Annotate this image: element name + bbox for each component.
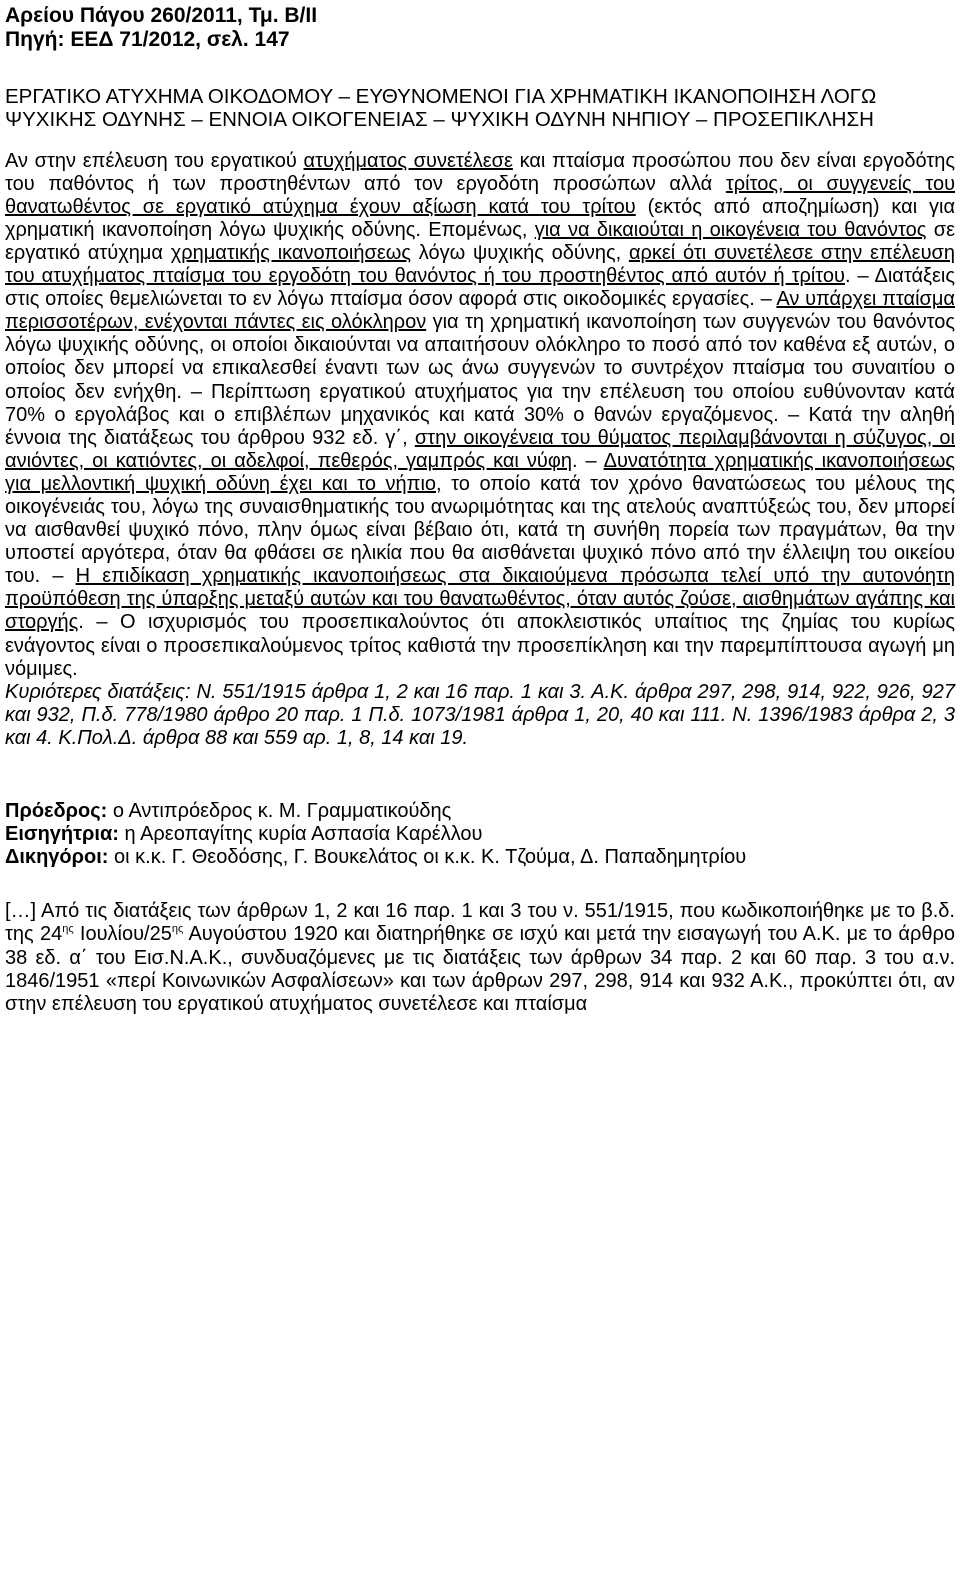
summary-text: (εκτός από αποζημίωση) και για χρηματική ικανοποίηση λόγω ψυχικής οδύνης. Επομένως, bbox=[5, 195, 956, 241]
summary-underlined-text: ατυχήματος συνετέλεσε bbox=[303, 149, 513, 172]
judgment-fragment: Αυγούστου 1920 και διατηρήθηκε σε ισχύ και μετά την εισαγωγή του Α.Κ. με το άρθρο 38 εδ. α΄ του Εισ.Ν.Α.Κ., συνδυαζόμενες με τις διατάξεις των άρθρων 34 παρ. 2 και 60 παρ. 3 του α.ν. 1846/1951 «περί Κοινωνικών Ασφαλίσεων» και των άρθρων 297, 298, 914 και 932 Α.Κ., προκύπτει ότι, αν στην επέλευση του εργατικού ατυχήματος συνετέλεσε και πταίσμα bbox=[5, 923, 955, 1015]
summary-underlined-text: στην οικογένεια του θύματος περιλαμβάνονται η σύζυγος, οι ανιόντες, οι κατιόντες, οι αδελφοί, πεθερός, γαμπρός και νύφη bbox=[5, 426, 955, 472]
judgment-fragment: Ιουλίου/25 bbox=[73, 923, 172, 946]
summary-underlined-text: αρκεί ότι συνετέλεσε στην επέλευση του ατυχήματος πταίσμα του εργοδότη του θανόντος ή του προστηθέντος από αυτόν ή τρίτου bbox=[5, 241, 955, 288]
rapporteur-label: Εισηγήτρια: bbox=[5, 823, 119, 846]
president-value: ο Αντιπρόεδρος κ. Μ. Γραμματικούδης bbox=[107, 800, 452, 823]
case-title: ΕΡΓΑΤΙΚΟ ΑΤΥΧΗΜΑ ΟΙΚΟΔΟΜΟΥ – ΕΥΘΥΝΟΜΕΝΟΙ ΓΙΑ ΧΡΗΜΑΤΙΚΗ ΙΚΑΝΟΠΟΙΗΣΗ ΛΟΓΩ ΨΥΧΙΚΗΣ ΟΔΥΝΗΣ – ΕΝΝΟΙΑ ΟΙΚΟΓΕΝΕΙΑΣ – ΨΥΧΙΚΗ ΟΔΥΝΗ ΝΗΠΙΟΥ – ΠΡΟΣΕΠΙΚΛΗΣΗ bbox=[5, 85, 877, 132]
judgment-fragment: […] Από τις διατάξεις των άρθρων 1, 2 και 16 παρ. 1 και 3 του ν. 551/1915, που κωδικοποιήθηκε με το β.δ. της 24 bbox=[5, 900, 955, 946]
summary-underlined-text: Δυνατότητα χρηματικής ικανοποιήσεως για μελλοντική ψυχική οδύνη έχει και το νήπιο, bbox=[5, 449, 955, 495]
summary-underlined-text: Η επιδίκαση χρηματικής ικανοποιήσεως στα δικαιούμενα πρόσωπα τελεί υπό την αυτονόητη προϋπόθεση της ύπαρξης μεταξύ αυτών και του θανατωθέντος, όταν αυτός ζούσε, αισθημάτων αγάπης και στοργής bbox=[5, 565, 955, 634]
case-summary bbox=[5, 150, 955, 681]
summary-text: λόγω ψυχικής οδύνης, bbox=[411, 241, 629, 264]
document-page bbox=[5, 0, 955, 1016]
summary-text: για τη χρηματική ικανοποίηση των συγγενών του θανόντος λόγω ψυχικής οδύνης, οι οποίοι δικαιούνται να απαιτήσουν ολόκληρο το ποσό από τον καθένα εξ αυτών, ο οποίος δεν μπορεί να επικαλεσθεί έναντι των ως άνω συγγενών το συντρέχον πταίσμα του συναιτίου ο οποίος δεν ενήχθη. – Περίπτωση εργατικού ατυχήματος για την επέλευση του οποίου ευθύνονταν κατά 70% ο εργολάβος και ο επιβλέπων μηχανικός και κατά 30% ο θανών εργαζόμενος. – Κατά την αληθή έννοια της διατάξεως του άρθρου 932 εδ. γ΄, bbox=[5, 311, 955, 449]
summary-text: . – Ο ισχυρισμός του προσεπικαλούντος ότι αποκλειστικός υπαίτιος της ζημίας του κυρίως ενάγοντος είναι ο προσεπικαλούμενος τρίτος καθιστά την προσεπίκληση και την παρεμπίπτουσα αγωγή μη νόμιμες. bbox=[5, 611, 955, 680]
key-provisions: Κυριότερες διατάξεις: Ν. 551/1915 άρθρα 1, 2 και 16 παρ. 1 και 3. Α.Κ. άρθρα 297, 298, 914, 922, 926, 927 και 932, Π.δ. 778/1980 άρθρο 20 παρ. 1 Π.δ. 1073/1981 άρθρα 1, 20, 40 και 111. Ν. 1396/1983 άρθρα 2, 3 και 4. Κ.Πολ.Δ. άρθρα 88 και 559 αρ. 1, 8, 14 και 19. bbox=[5, 680, 955, 749]
source-reference: Πηγή: ΕΕΔ 71/2012, σελ. 147 bbox=[5, 28, 290, 51]
president-line bbox=[5, 800, 955, 823]
summary-underlined-text: χρηματικής ικανοποιήσεως bbox=[170, 241, 412, 264]
lawyers-line bbox=[5, 846, 955, 869]
summary-text: το οποίο κατά τον χρόνο θανατώσεως του μέλους της οικογένειάς του, λόγω της συναισθηματικής του ανωριμότητας και της ατελούς αναπτύξεώς του, δεν μπορεί να αισθανθεί ψυχικό πόνο, πλην όμως είναι βέβαιο ότι, κατά τη συνήθη πορεία των πραγμάτων, θα την υποστεί αργότερα, όταν θα φθάσει σε ηλικία που θα αισθάνεται ψυχικό πόνο από την έλλειψη του οικείου του. – bbox=[5, 472, 955, 588]
ordinal-suffix: ης bbox=[171, 923, 184, 936]
lawyers-label: Δικηγόροι: bbox=[5, 846, 109, 869]
summary-text: . – bbox=[571, 449, 604, 472]
summary-text: Αν στην επέλευση του εργατικού bbox=[5, 149, 304, 172]
summary-text: . – Διατάξεις στις οποίες θεμελιώνεται το εν λόγω πταίσμα όσον αφορά στις οικοδομικές εργασίες. – bbox=[5, 265, 955, 311]
lawyers-value: οι κ.κ. Γ. Θεοδόσης, Γ. Βουκελάτος οι κ.κ. Κ. Τζούμα, Δ. Παπαδημητρίου bbox=[108, 846, 747, 869]
ordinal-suffix: ης bbox=[62, 923, 74, 936]
summary-underlined-text: τρίτος, οι συγγενείς του θανατωθέντος σε εργατικό ατύχημα έχουν αξίωση κατά του τρίτου bbox=[5, 172, 955, 218]
rapporteur-value: η Αρεοπαγίτης κυρία Ασπασία Καρέλλου bbox=[118, 823, 483, 846]
judgment-text bbox=[5, 900, 955, 1015]
president-label: Πρόεδρος: bbox=[5, 800, 108, 823]
rapporteur-line bbox=[5, 823, 955, 846]
decision-reference: Αρείου Πάγου 260/2011, Τμ. Β/ΙΙ bbox=[5, 4, 318, 27]
court-composition bbox=[5, 800, 955, 869]
summary-underlined-text: για να δικαιούται η οικογένεια του θανόντος bbox=[534, 218, 927, 241]
summary-text: σε εργατικό ατύχημα bbox=[5, 218, 955, 264]
summary-underlined-text: Αν υπάρχει πταίσμα περισσοτέρων, ενέχονται πάντες εις ολόκληρον bbox=[5, 288, 955, 334]
summary-text: και πταίσμα προσώπου που δεν είναι εργοδότης του παθόντος ή των προστηθέντων από τον εργοδότη προσώπων αλλά bbox=[5, 149, 956, 195]
